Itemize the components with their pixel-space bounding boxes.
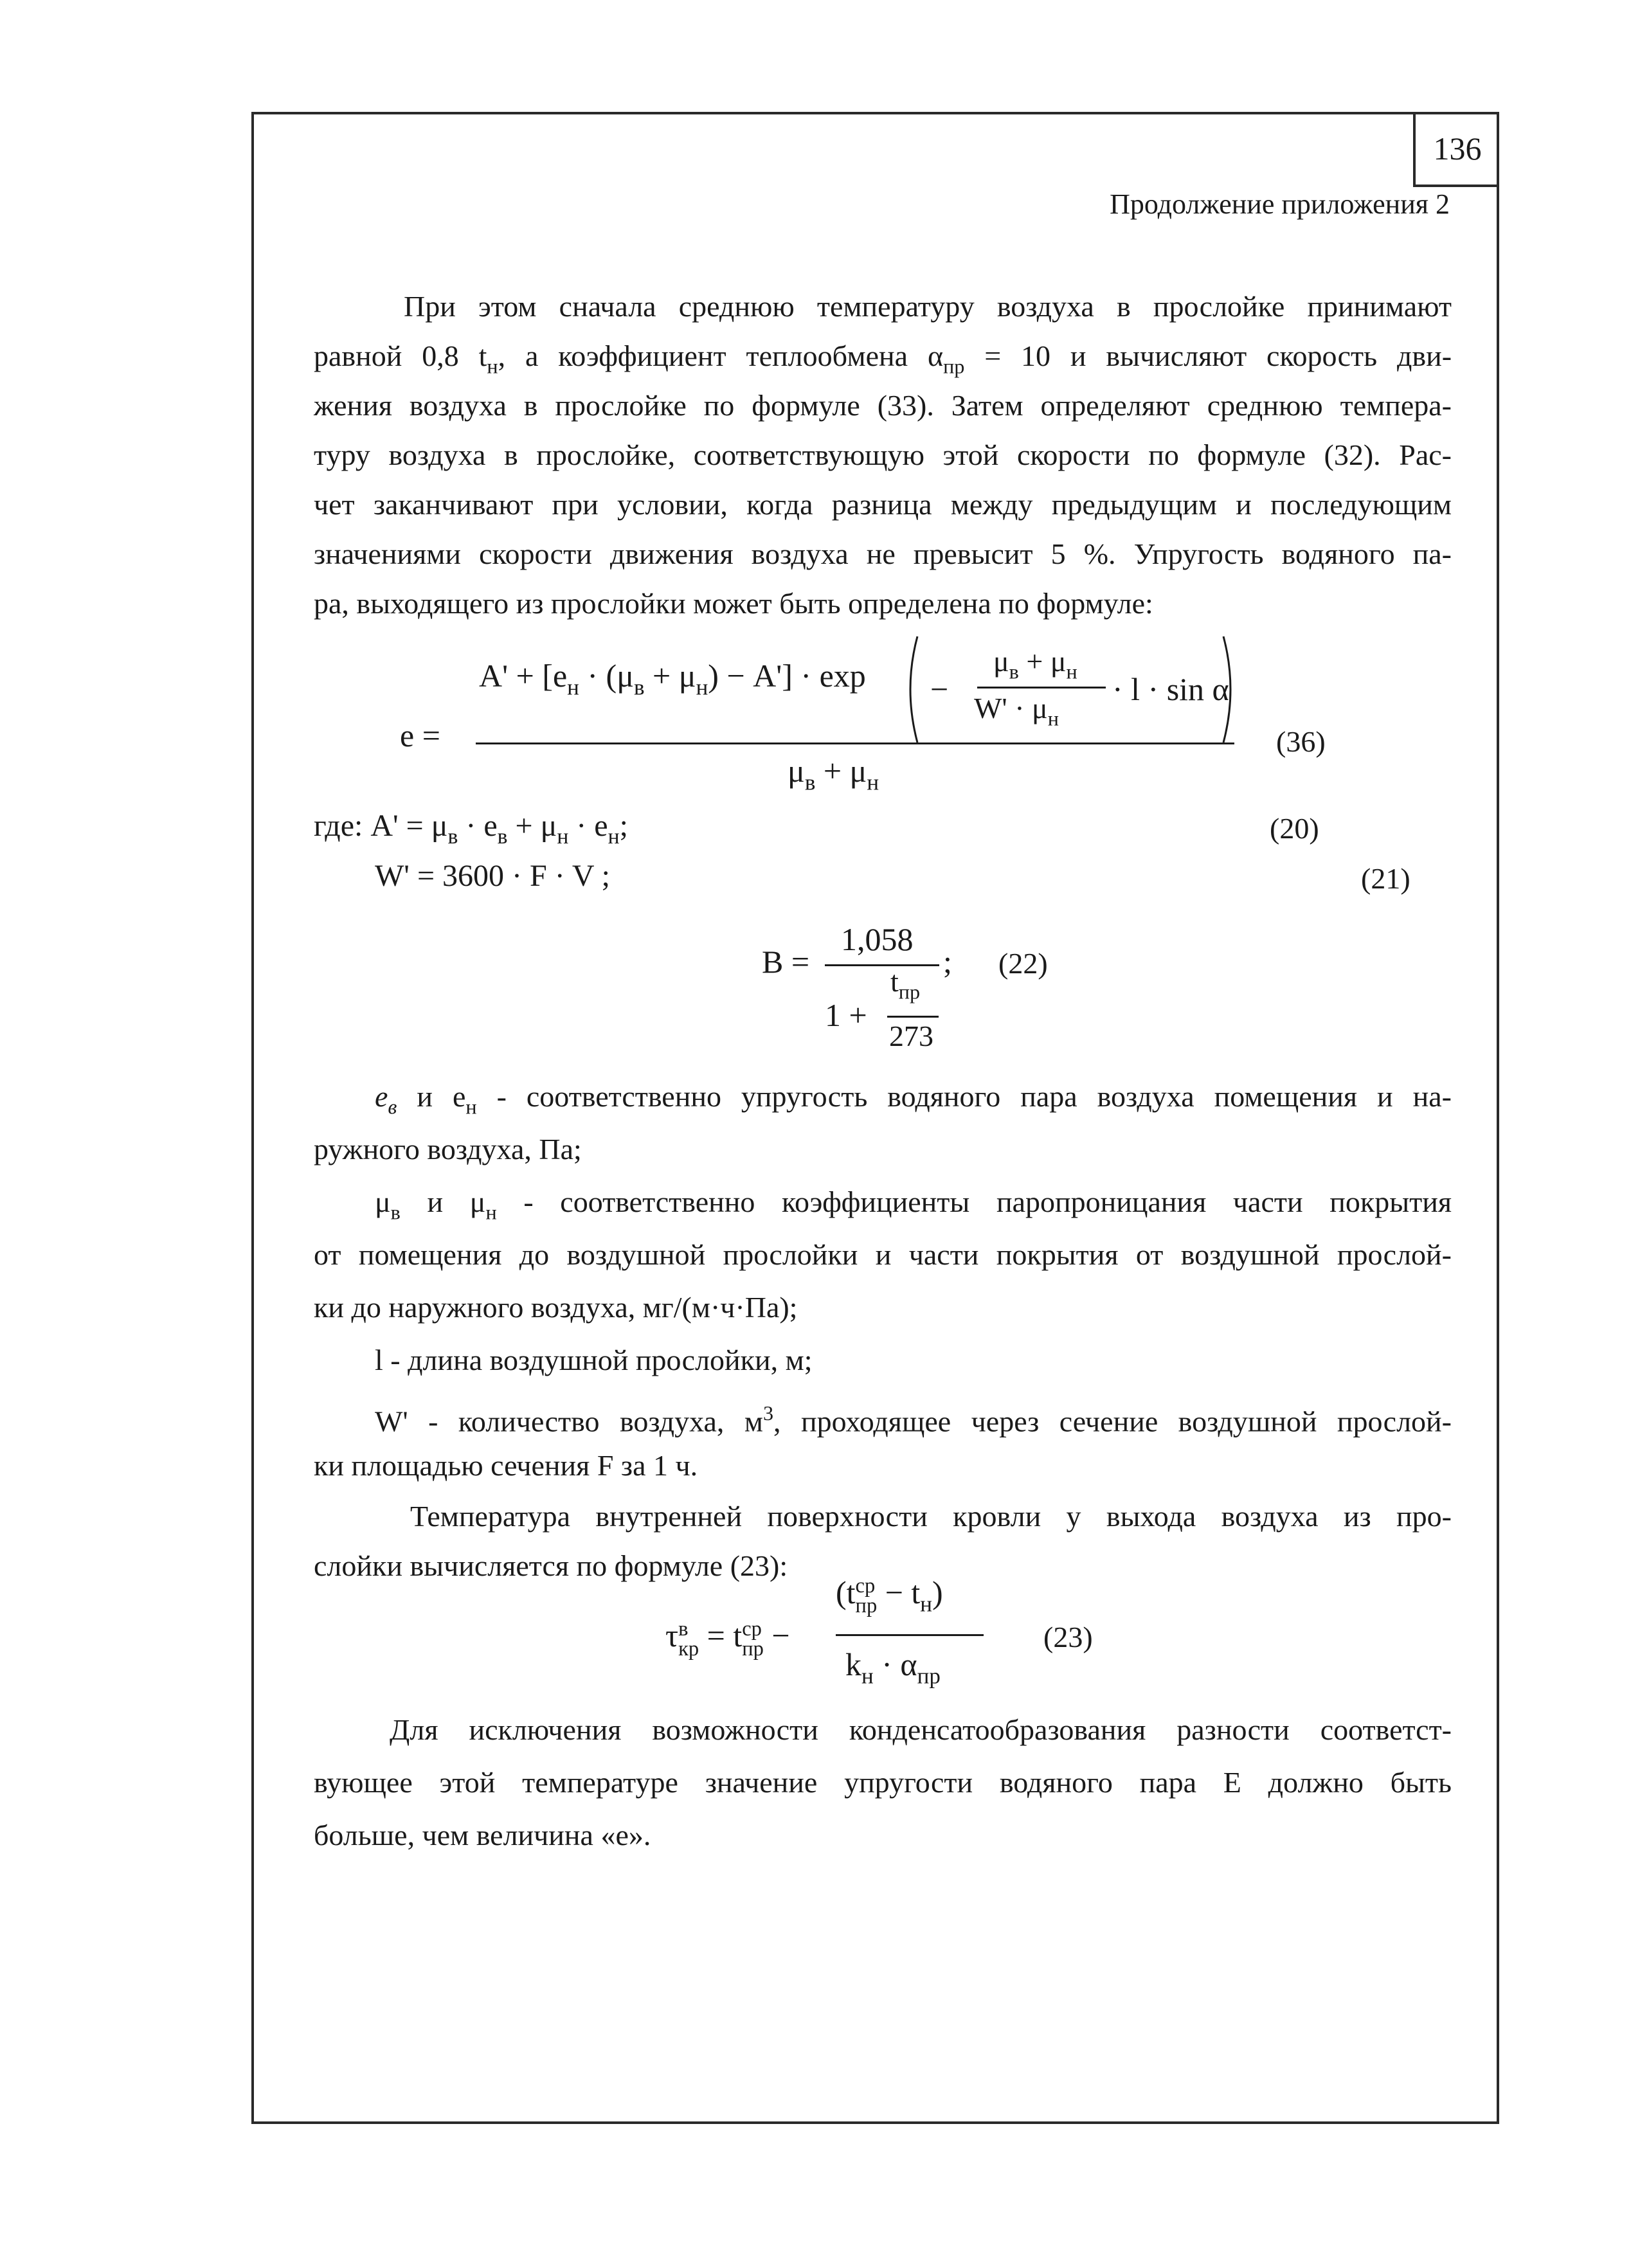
alpha-symbol: α (927, 339, 944, 372)
f20-s2: в (497, 824, 508, 849)
f36-exp-den-text: W' · μ (974, 692, 1048, 724)
temp-line-1: Температура внутренней поверхности кровли у выхода воздуха из про- (410, 1500, 1452, 1533)
f23-num-open: (t (836, 1574, 856, 1610)
def-l: l - длина воздушной прослойки, м; (375, 1344, 813, 1376)
f36-exp-num-plus: + μ (1018, 645, 1067, 678)
intro-line-2-e: = 10 (984, 339, 1051, 372)
f22-den-num (890, 964, 920, 1004)
formula-21: W' = 3600 · F · V ; (375, 859, 610, 893)
f36-exp-tail: · l · sin α (1112, 671, 1229, 707)
f22-t: t (890, 965, 899, 998)
f36-den-sub1: в (804, 770, 816, 795)
eq-number-22: (22) (998, 947, 1048, 980)
f23-den-sub2: пр (917, 1663, 941, 1689)
def-mu-c: - соответственно коэффициенты паропроницания части покрытия (496, 1185, 1452, 1218)
f36-exp-denominator (974, 691, 1059, 730)
f23-tau: τ (665, 1617, 679, 1653)
f36-exp-minus: − (930, 671, 949, 707)
def-mu-a-sub: в (390, 1200, 401, 1224)
def-w-line-1 (314, 1387, 1452, 1439)
intro-line-1: При этом сначала среднюю температуру воздуха в прослойке принимают (404, 290, 1452, 323)
page-number-text: 136 (1433, 130, 1482, 166)
f20-a: A' = μ (370, 809, 448, 843)
f20-b: · e (458, 809, 498, 843)
temp-line-2: слойки вычисляется по формуле (23): (314, 1549, 788, 1582)
def-e-a-sub: в (388, 1095, 397, 1119)
intro-line-3: жения воздуха в прослойке по формуле (33). Затем определяют среднюю темпера- (314, 389, 1452, 422)
f23-minus: − (771, 1617, 790, 1653)
formula-36-lhs: e = (400, 717, 440, 753)
definitions (314, 1070, 1452, 1492)
f22-numerator: 1,058 (841, 921, 914, 957)
eq-number-36: (36) (1276, 725, 1326, 758)
def-mu-a: μ (375, 1185, 391, 1218)
concl-line-2: вующее этой температуре значение упругости водяного пара E должно быть (314, 1766, 1452, 1799)
def-mu-line-3: ки до наружного воздуха, мг/(м·ч·Па); (314, 1291, 798, 1324)
f22-den-den: 273 (889, 1020, 933, 1052)
intro-line-2-b (422, 339, 498, 378)
intro-line-7: ра, выходящего из прослойки может быть определена по формуле: (314, 587, 1153, 620)
f36-main-fraction-line (476, 742, 1234, 744)
intro-line-2-b-sub: н (487, 354, 498, 378)
f20-prefix: где: (314, 809, 363, 843)
def-mu-line-2: от помещения до воздушной прослойки и части покрытия от воздушной прослой- (314, 1238, 1452, 1271)
def-e-b-sub: н (465, 1095, 477, 1119)
concl-line-1: Для исключения возможности конденсатообразования разности соответст- (390, 1713, 1452, 1746)
f36-num-sub3: н (696, 674, 708, 700)
eq-number-21: (21) (1361, 862, 1410, 895)
f36-exp-num-sub1: в (1009, 660, 1019, 683)
intro-line-5: чет заканчивают при условии, когда разница между предыдущим и последующим (314, 488, 1452, 521)
f36-den-plus: + μ (815, 753, 867, 789)
def-w-sup: 3 (762, 1401, 774, 1425)
f23-den-mid: · α (873, 1646, 917, 1682)
f23-den-sub: н (861, 1663, 874, 1689)
conclusion-paragraph (314, 1704, 1452, 1862)
def-w-line-2: ки площадью сечения F за 1 ч. (314, 1449, 698, 1482)
f36-den-sub2: н (867, 770, 879, 795)
f20-s1: в (447, 824, 458, 849)
f36-exp-fraction-line (977, 687, 1106, 688)
f23-den-k: k (845, 1646, 861, 1682)
intro-paragraph (314, 282, 1452, 628)
f23-num-sub: пр (855, 1594, 878, 1617)
f23-eq: = t (707, 1617, 743, 1653)
def-mu-b: и μ (400, 1185, 486, 1218)
f23-num-mid: − t (877, 1574, 921, 1610)
f23-num-sub2: н (920, 1591, 933, 1617)
f23-fraction-line (836, 1634, 984, 1636)
def-e-line-2: ружного воздуха, Па; (314, 1133, 582, 1166)
page-number (1413, 112, 1499, 187)
f23-t-sup: ср (742, 1617, 762, 1641)
f20-s3: н (557, 824, 569, 849)
f23-denominator (845, 1646, 941, 1689)
f23-tau-sup: в (678, 1617, 689, 1641)
def-w-b: , проходящее через сечение воздушной прослой- (773, 1405, 1452, 1438)
f36-num-pre: A' + [e (479, 658, 568, 694)
f36-num-mid2: + μ (644, 658, 696, 694)
formula-20 (314, 808, 628, 849)
f36-denominator (788, 752, 879, 795)
f36-num-mid: · (μ (579, 658, 635, 694)
f23-lhs (665, 1617, 790, 1659)
def-w-a: W' - количество воздуха, м (375, 1405, 763, 1438)
f23-numerator (836, 1574, 943, 1617)
intro-line-2-f: и вычисляют скорость дви- (1070, 339, 1452, 372)
def-mu-line-1 (314, 1176, 1452, 1228)
f23-tau-sub: кр (678, 1637, 699, 1661)
def-mu-b-sub: н (485, 1200, 497, 1224)
intro-line-2-d (927, 339, 965, 378)
f36-exp-numerator (993, 644, 1077, 683)
f20-s4: н (608, 824, 620, 849)
f20-d: · e (568, 809, 608, 843)
f20-e: ; (619, 809, 628, 843)
f36-num-sub2: в (634, 674, 645, 700)
f36-num-sub1: н (567, 674, 579, 700)
alpha-sub: пр (943, 354, 965, 378)
eq-number-23: (23) (1043, 1621, 1093, 1653)
f36-num-mid3: ) − A'] · exp (708, 658, 866, 694)
f22-t-sub: пр (898, 980, 921, 1004)
f22-tail: ; (943, 944, 952, 980)
def-e-b: и e (397, 1080, 466, 1113)
def-e-a: e (375, 1080, 388, 1113)
intro-line-4: туру воздуха в прослойке, соответствующую этой скорости по формуле (32). Рас- (314, 438, 1452, 471)
header-note: Продолжение приложения 2 (1110, 188, 1450, 220)
f20-c: + μ (507, 809, 557, 843)
f23-t-sub: пр (742, 1637, 764, 1661)
concl-line-3: больше, чем величина «е». (314, 1819, 651, 1851)
f23-num-close: ) (932, 1574, 943, 1610)
def-e-c: - соответственно упругость водяного пара воздуха помещения и на- (476, 1080, 1452, 1113)
intro-line-2 (314, 331, 1452, 381)
f22-lhs: B = (762, 944, 810, 980)
f22-fraction-line (825, 964, 939, 966)
intro-line-2-b-text: 0,8 t (422, 339, 487, 372)
f36-den-mu: μ (788, 753, 805, 789)
intro-line-2-a: равной (314, 339, 402, 372)
eq-number-20: (20) (1270, 812, 1319, 845)
f22-den-one: 1 + (825, 997, 867, 1033)
f36-exp-num-sub2: н (1066, 660, 1077, 683)
f22-inner-fraction-line (887, 1016, 939, 1018)
f36-exp-den-sub: н (1047, 706, 1059, 730)
formula-36-numerator (479, 657, 866, 700)
f36-exp-num-mu: μ (993, 645, 1009, 678)
f23-num-sup: ср (855, 1574, 876, 1598)
intro-line-2-c: , а коэффициент теплообмена (498, 339, 908, 372)
def-e-line-1 (314, 1070, 1452, 1123)
intro-line-6: значениями скорости движения воздуха не превысит 5 %. Упругость водяного па- (314, 537, 1452, 570)
